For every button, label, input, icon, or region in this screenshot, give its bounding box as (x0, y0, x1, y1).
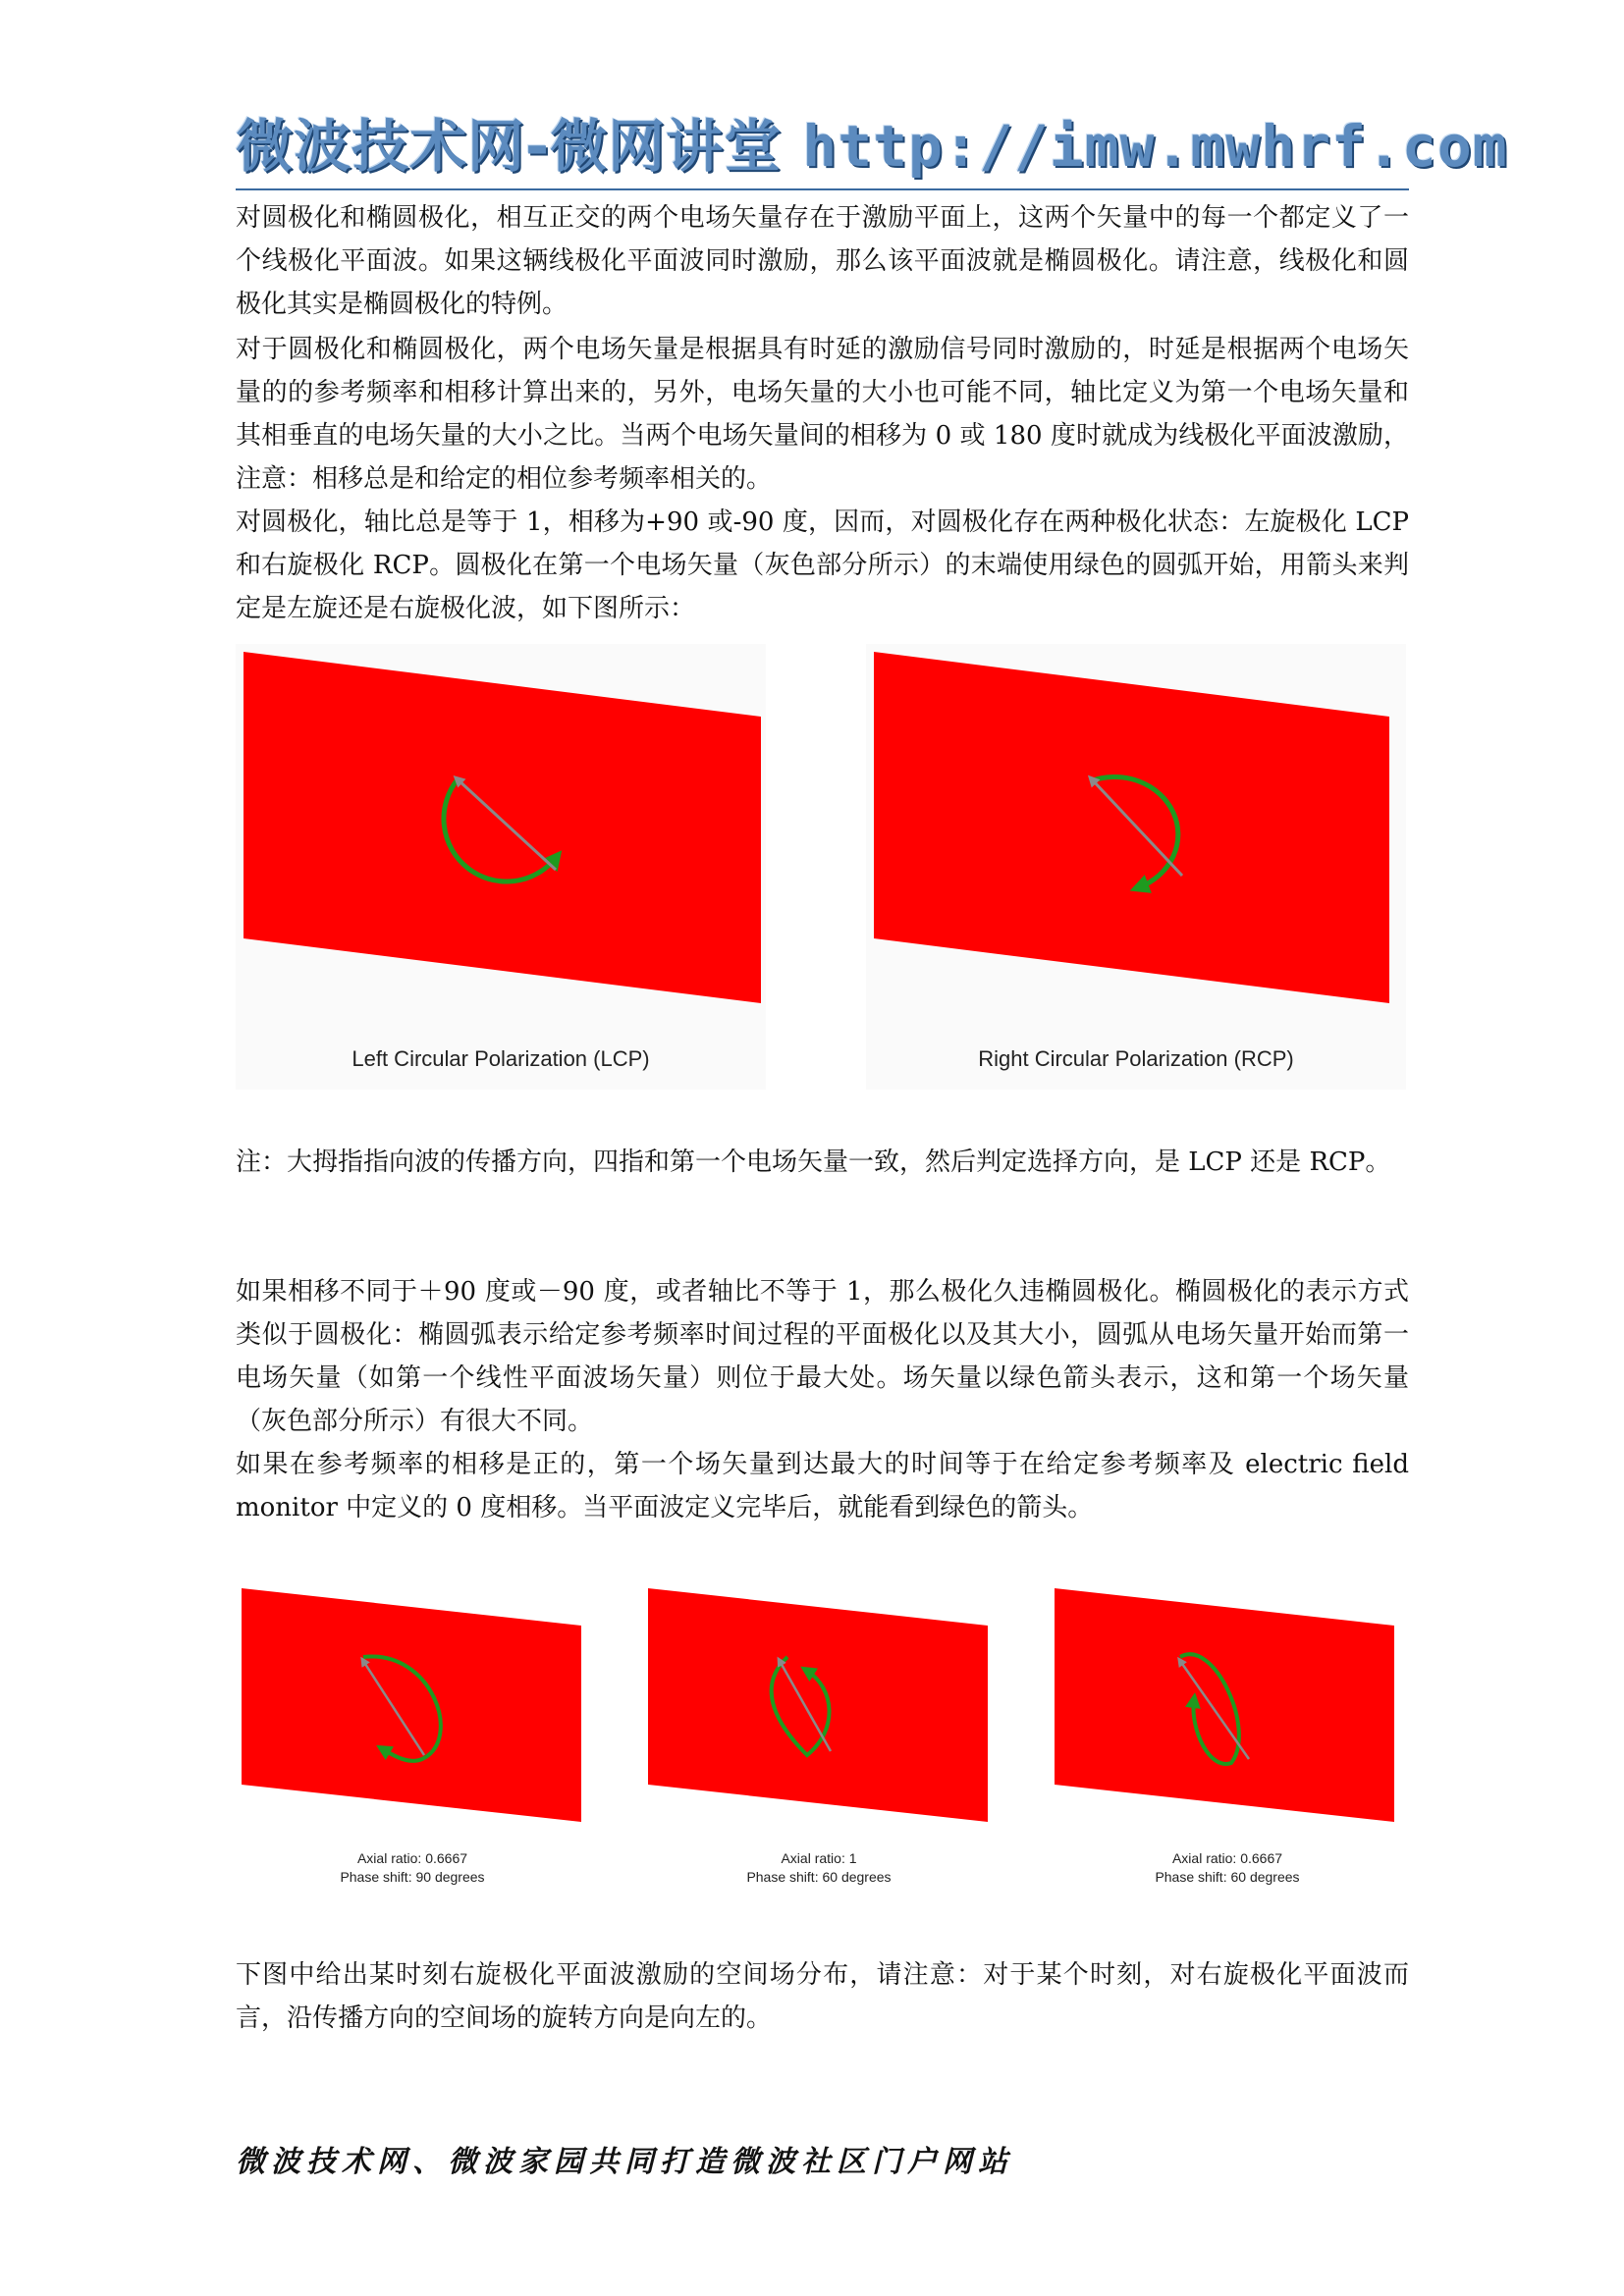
figure-elliptical-2 (642, 1582, 996, 1898)
lcp-diagram (236, 644, 766, 1090)
figure-elliptical-1 (236, 1582, 589, 1898)
page-header (236, 110, 1508, 190)
phase-shift-label: Phase shift: 90 degrees (340, 1869, 485, 1885)
rcp-caption: Right Circular Polarization (RCP) (978, 1046, 1294, 1071)
site-title: 微波技术网-微网讲堂 (236, 113, 783, 180)
excitation-plane (874, 652, 1389, 1003)
figure-rcp (866, 644, 1406, 1090)
axial-ratio-label: Axial ratio: 1 (781, 1850, 857, 1866)
excitation-plane (244, 652, 761, 1003)
lcp-caption: Left Circular Polarization (LCP) (352, 1046, 650, 1071)
paragraph-5: 如果相移不同于＋90 度或－90 度，或者轴比不等于 1，那么极化久违椭圆极化。椭圆极化的表示方式类似于圆极化：椭圆弧表示给定参考频率时间过程的平面极化以及其大小，圆弧从电场矢量开始而第一电场矢量（如第一个线性平面波场矢量）则位于最大处。场矢量以绿色箭头表示，这和第一个场矢量（灰色部分所示）有很大不同。 (236, 1277, 1409, 1436)
phase-shift-label: Phase shift: 60 degrees (746, 1869, 892, 1885)
excitation-plane (1055, 1588, 1394, 1822)
excitation-plane (648, 1588, 988, 1822)
figure-lcp (236, 644, 766, 1090)
rcp-diagram (866, 644, 1406, 1090)
paragraph-2: 对于圆极化和椭圆极化，两个电场矢量是根据具有时延的激励信号同时激励的，时延是根据两个电场矢量的的参考频率和相移计算出来的，另外，电场矢量的大小也可能不同，轴比定义为第一个电场矢量和其相垂直的电场矢量的大小之比。当两个电场矢量间的相移为 0 或 180 度时就成为线极化平面波激励，注意：相移总是和给定的相位参考频率相关的。 (236, 335, 1409, 494)
paragraph-7: 下图中给出某时刻右旋极化平面波激励的空间场分布，请注意：对于某个时刻，对右旋极化平面波而言，沿传播方向的空间场的旋转方向是向左的。 (236, 1960, 1409, 2033)
elliptical-1-caption (236, 1849, 589, 1887)
excitation-plane (242, 1588, 581, 1822)
page-footer: 微波技术网、微波家园共同打造微波社区门户网站 (236, 2145, 1013, 2179)
paragraph-6: 如果在参考频率的相移是正的，第一个场矢量到达最大的时间等于在给定参考频率及 electric field monitor 中定义的 0 度相移。当平面波定义完毕后，就能看到绿色的箭头。 (236, 1450, 1409, 1522)
header-title (236, 112, 1508, 181)
paragraph-4: 注：大拇指指向波的传播方向，四指和第一个电场矢量一致，然后判定选择方向，是 LCP 还是 RCP。 (236, 1148, 1391, 1177)
paragraph-3: 对圆极化，轴比总是等于 1，相移为+90 或-90 度，因而，对圆极化存在两种极化状态：左旋极化 LCP 和右旋极化 RCP。圆极化在第一个电场矢量（灰色部分所示）的末端使用绿色的圆弧开始，用箭头来判定是左旋还是右旋极化波，如下图所示： (236, 507, 1409, 623)
phase-shift-label: Phase shift: 60 degrees (1155, 1869, 1300, 1885)
paragraph-1: 对圆极化和椭圆极化，相互正交的两个电场矢量存在于激励平面上，这两个矢量中的每一个都定义了一个线极化平面波。如果这辆线极化平面波同时激励，那么该平面波就是椭圆极化。请注意，线极化和圆极化其实是椭圆极化的特例。 (236, 203, 1409, 319)
elliptical-3-caption (1049, 1849, 1406, 1887)
elliptical-2-caption (642, 1849, 996, 1887)
axial-ratio-label: Axial ratio: 0.6667 (356, 1850, 468, 1866)
axial-ratio-label: Axial ratio: 0.6667 (1171, 1850, 1283, 1866)
figure-elliptical-3 (1049, 1582, 1406, 1898)
site-url[interactable]: http://imw.mwhrf.com (802, 113, 1508, 180)
